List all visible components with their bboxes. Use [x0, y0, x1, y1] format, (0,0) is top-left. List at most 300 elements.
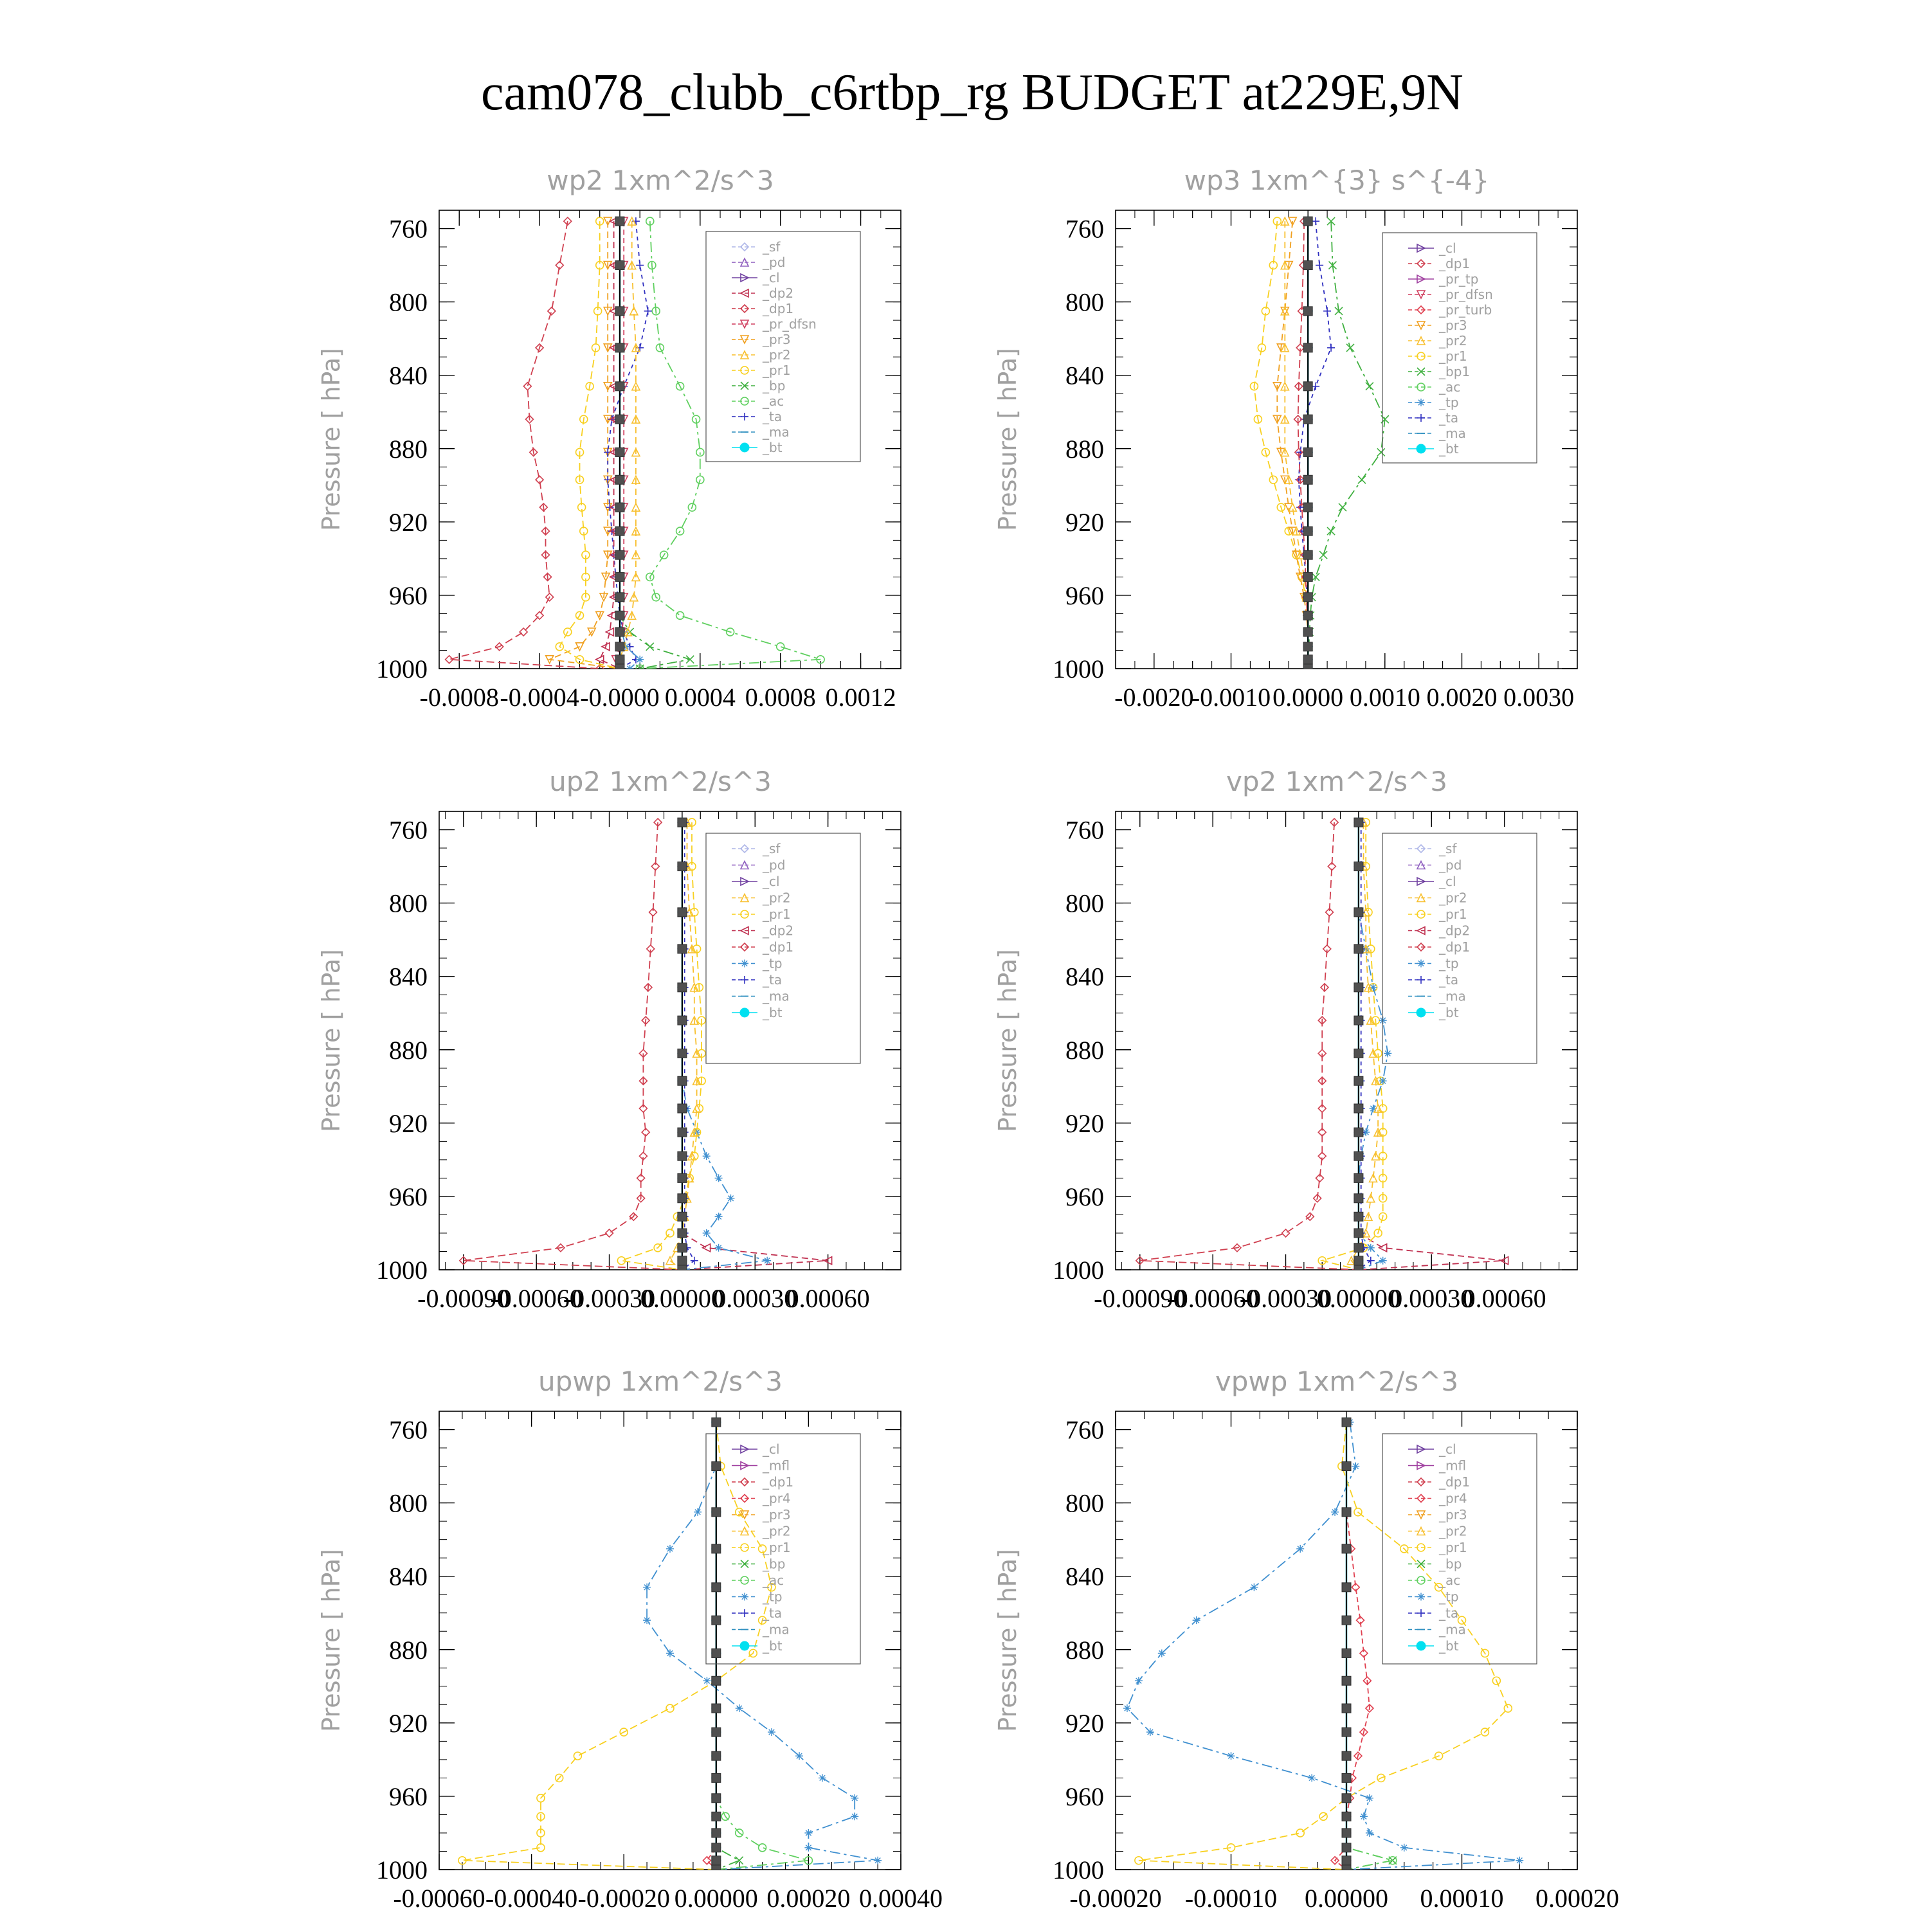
stacked-marker: [1354, 1128, 1363, 1137]
y-tick-label: 800: [1065, 1488, 1104, 1518]
x-tick-label: -0.00090: [417, 1284, 510, 1313]
data-point-tp: [1516, 1857, 1523, 1864]
data-point-dp1: [523, 383, 531, 390]
legend-label-pr4: _pr4: [1439, 1490, 1467, 1506]
legend-label-pr2: _pr2: [1439, 890, 1467, 906]
y-tick-label: 960: [389, 1782, 428, 1811]
stacked-marker: [1342, 1616, 1351, 1625]
legend-label-mfl: _mfl: [1439, 1458, 1467, 1474]
legend-label-pr_turb: _pr_turb: [1439, 302, 1492, 318]
main-title: cam078_clubb_c6rtbp_rg BUDGET at229E,9N: [481, 64, 1463, 121]
stacked-marker: [1303, 475, 1312, 484]
legend-label-cl: _cl: [1439, 1441, 1456, 1457]
stacked-marker: [1303, 655, 1312, 664]
data-point-tp: [727, 1195, 734, 1202]
data-point-tp: [666, 1649, 674, 1657]
data-point-pr1: [1269, 476, 1277, 483]
x-tick-label: 0.0004: [664, 683, 736, 712]
legend-label-dp1: _dp1: [1439, 1474, 1471, 1490]
legend-label-pd: _pd: [763, 255, 786, 270]
data-point-ta: [1327, 344, 1335, 352]
x-tick-label: 0.0030: [1503, 683, 1575, 712]
series-line-bp: [620, 221, 690, 669]
data-point-tp: [1366, 1829, 1373, 1837]
legend: [1382, 233, 1537, 463]
legend-label-ac: _ac: [1439, 1573, 1461, 1588]
stacked-marker: [1303, 217, 1312, 226]
stacked-marker: [615, 655, 624, 664]
stacked-marker: [1342, 1462, 1351, 1471]
data-point-tp: [1352, 1463, 1359, 1470]
legend-label-bt: _bt: [1439, 1638, 1459, 1654]
legend-label-ta: _ta: [763, 972, 783, 988]
y-tick-label: 920: [1065, 507, 1104, 537]
x-tick-label: -0.00010: [1184, 1884, 1278, 1913]
x-tick-label: 0.0012: [825, 683, 896, 712]
legend-label-cl: _cl: [763, 270, 780, 285]
y-tick-label: 840: [389, 361, 428, 390]
stacked-marker: [1342, 1812, 1351, 1821]
legend-label-cl: _cl: [763, 874, 780, 889]
stacked-marker: [678, 1128, 687, 1137]
stacked-marker: [712, 1418, 721, 1427]
data-point-tp: [694, 1508, 702, 1516]
y-tick-label: 760: [389, 1415, 428, 1445]
legend-label-pr1: _pr1: [763, 1540, 791, 1555]
stacked-marker: [615, 503, 624, 512]
chart-title: wp3 1xm^{3} s^{-4}: [1184, 165, 1490, 196]
stacked-marker: [1303, 415, 1312, 424]
x-tick-label: 0.00060: [1462, 1284, 1546, 1313]
chart-title: vp2 1xm^2/s^3: [1226, 766, 1447, 797]
legend-label-pr2: _pr2: [763, 1523, 791, 1539]
legend-label-pd: _pd: [763, 857, 786, 873]
legend-label-mfl: _mfl: [763, 1458, 790, 1474]
stacked-marker: [1342, 1728, 1351, 1737]
legend-label-ta: _ta: [1439, 410, 1459, 426]
legend-label-bt: _bt: [763, 440, 783, 455]
stacked-marker: [712, 1794, 721, 1803]
stacked-marker: [678, 1212, 687, 1221]
stacked-marker: [678, 1173, 687, 1182]
data-point-tp: [1146, 1728, 1154, 1736]
y-tick-label: 760: [389, 815, 428, 845]
x-tick-label: 0.0010: [1349, 683, 1420, 712]
stacked-marker: [615, 642, 624, 651]
x-tick-label: -0.00060: [490, 1284, 583, 1313]
x-tick-label: 0.0020: [1426, 683, 1498, 712]
chart-panel-5: [317, 1366, 943, 1913]
y-tick-label: 760: [1065, 815, 1104, 845]
stacked-marker: [1303, 550, 1312, 559]
stacked-marker: [1342, 1544, 1351, 1553]
x-tick-label: 0.00000: [674, 1884, 758, 1913]
x-tick-label: 0.00040: [859, 1884, 943, 1913]
legend-label-bt: _bt: [763, 1638, 783, 1654]
x-tick-label: -0.00090: [1094, 1284, 1186, 1313]
data-point-ta: [632, 217, 640, 225]
legend-label-cl: _cl: [1439, 874, 1456, 889]
data-point-tp: [703, 1152, 711, 1160]
y-tick-label: 840: [389, 1562, 428, 1591]
legend-label-tp: _tp: [1439, 1589, 1459, 1605]
legend-label-pr4: _pr4: [763, 1490, 791, 1506]
y-axis-label: Pressure [ hPa]: [993, 348, 1022, 531]
stacked-marker: [678, 1104, 687, 1113]
legend: [706, 1434, 860, 1664]
legend-label-ma: _ma: [763, 988, 790, 1004]
stacked-marker: [678, 1151, 687, 1160]
legend-label-bp: _bp: [763, 1556, 786, 1572]
data-point-pr1: [574, 1752, 581, 1760]
stacked-marker: [1354, 1016, 1363, 1025]
y-axis-label: Pressure [ hPa]: [317, 1549, 345, 1732]
y-tick-label: 960: [389, 1182, 428, 1211]
legend-label-ta: _ta: [763, 1605, 783, 1621]
data-point-tp: [763, 1257, 771, 1265]
data-point-ta: [644, 307, 652, 315]
stacked-marker: [678, 1243, 687, 1252]
y-tick-label: 960: [389, 581, 428, 610]
legend-label-bp1: _bp1: [1439, 364, 1471, 379]
data-point-dp1: [606, 1229, 613, 1237]
legend-label-pr2: _pr2: [1439, 333, 1467, 348]
stacked-marker: [678, 818, 687, 827]
data-point-bp1: [1327, 527, 1335, 535]
stacked-marker: [1342, 1828, 1351, 1837]
legend-marker-tp: [1417, 1593, 1425, 1601]
y-tick-label: 1000: [376, 1855, 428, 1884]
legend-label-ac: _ac: [763, 393, 784, 409]
series-line-pr1: [1322, 822, 1383, 1270]
stacked-marker: [1354, 944, 1363, 953]
legend-label-pr2: _pr2: [763, 347, 791, 363]
stacked-marker: [615, 550, 624, 559]
stacked-marker: [615, 664, 624, 673]
stacked-marker: [712, 1856, 721, 1865]
legend-label-pr1: _pr1: [763, 363, 791, 378]
y-tick-label: 840: [1065, 361, 1104, 390]
y-tick-label: 920: [389, 1708, 428, 1738]
stacked-marker: [615, 261, 624, 270]
x-tick-label: 0.00030: [713, 1284, 797, 1313]
legend-label-pr_dfsn: _pr_dfsn: [763, 316, 817, 332]
legend-label-ma: _ma: [1439, 1621, 1466, 1638]
stacked-marker: [1354, 1076, 1363, 1085]
y-tick-label: 800: [389, 889, 428, 918]
legend-label-pr1: _pr1: [1439, 907, 1467, 922]
legend-label-dp2: _dp2: [1439, 923, 1471, 939]
legend: [706, 833, 860, 1063]
x-tick-label: -0.00020: [577, 1884, 670, 1913]
data-point-pr1: [666, 1704, 674, 1712]
x-tick-label: 0.00060: [786, 1284, 870, 1313]
data-point-tp: [1158, 1649, 1166, 1657]
stacked-marker: [615, 307, 624, 316]
stacked-marker: [1354, 1194, 1363, 1203]
stacked-marker: [1342, 1865, 1351, 1874]
y-tick-label: 920: [1065, 1708, 1104, 1738]
y-tick-label: 800: [1065, 889, 1104, 918]
stacked-marker: [1354, 1243, 1363, 1252]
y-axis-label: Pressure [ hPa]: [317, 949, 345, 1132]
stacked-marker: [1354, 1256, 1363, 1265]
y-tick-label: 1000: [1053, 655, 1104, 683]
series-line-pr1: [621, 822, 702, 1270]
legend: [1382, 1434, 1537, 1664]
legend-label-bp: _bp: [1439, 1556, 1462, 1572]
stacked-marker: [615, 415, 624, 424]
data-point-tp: [795, 1752, 803, 1760]
legend-label-tp: _tp: [763, 1589, 783, 1605]
stacked-marker: [615, 611, 624, 620]
data-point-tp: [1366, 1794, 1373, 1802]
stacked-marker: [1354, 818, 1363, 827]
legend-label-ac: _ac: [1439, 379, 1461, 395]
data-point-ac: [759, 1844, 766, 1852]
stacked-marker: [1354, 908, 1363, 917]
series-line-dp1: [464, 822, 682, 1270]
legend-label-bt: _bt: [1439, 1005, 1459, 1020]
legend-label-cl: _cl: [1439, 240, 1456, 256]
stacked-marker: [1303, 307, 1312, 316]
legend-label-ta: _ta: [1439, 1605, 1459, 1621]
x-tick-label: -0.0004: [500, 683, 579, 712]
legend-marker-bt: [740, 443, 749, 452]
chart-panel-4: [993, 766, 1577, 1313]
data-point-tp: [736, 1704, 743, 1712]
legend-label-pd: _pd: [1439, 857, 1462, 873]
legend-label-ta: _ta: [1439, 972, 1459, 988]
stacked-marker: [615, 475, 624, 484]
data-point-bp1: [1366, 383, 1373, 390]
legend-marker-bt: [740, 1641, 749, 1650]
x-tick-label: -0.0010: [1191, 683, 1271, 712]
chart-title: vpwp 1xm^2/s^3: [1215, 1366, 1459, 1397]
y-tick-label: 880: [389, 1035, 428, 1065]
stacked-marker: [712, 1828, 721, 1837]
legend-label-cl: _cl: [763, 1441, 780, 1457]
data-point-bp1: [1319, 551, 1327, 559]
legend-label-ma: _ma: [763, 424, 790, 440]
stacked-marker: [1342, 1843, 1351, 1852]
data-point-ta: [1323, 307, 1331, 315]
data-point-ac: [676, 611, 684, 619]
stacked-marker: [1303, 572, 1312, 581]
stacked-marker: [1354, 1104, 1363, 1113]
stacked-marker: [1303, 382, 1312, 391]
y-tick-label: 880: [1065, 1635, 1104, 1665]
stacked-marker: [1342, 1508, 1351, 1517]
data-point-ac: [696, 448, 704, 456]
y-tick-label: 920: [389, 1108, 428, 1138]
legend-label-pr1: _pr1: [1439, 1540, 1467, 1555]
series-line-dp1: [449, 221, 600, 669]
legend-marker-tp: [741, 1593, 748, 1601]
y-axis-label: Pressure [ hPa]: [993, 949, 1022, 1132]
data-point-tp: [1367, 1244, 1375, 1252]
legend-label-sf: _sf: [1439, 841, 1457, 856]
stacked-marker: [678, 862, 687, 871]
legend-label-bt: _bt: [1439, 441, 1459, 456]
stacked-marker: [678, 983, 687, 992]
stacked-marker: [712, 1773, 721, 1782]
x-tick-label: 0.0008: [745, 683, 816, 712]
stacked-marker: [1342, 1418, 1351, 1427]
x-tick-label: 0.00030: [1390, 1284, 1474, 1313]
stacked-marker: [1342, 1583, 1351, 1592]
stacked-marker: [678, 1194, 687, 1203]
legend-marker-bt: [1417, 1641, 1426, 1650]
stacked-marker: [1342, 1773, 1351, 1782]
chart-panel-1: [317, 165, 901, 712]
chart-panel-6: [993, 1366, 1619, 1913]
y-tick-label: 920: [1065, 1108, 1104, 1138]
legend-label-pr3: _pr3: [763, 1507, 791, 1522]
data-point-tp: [715, 1213, 723, 1220]
y-tick-label: 840: [1065, 1562, 1104, 1591]
data-point-tp: [703, 1229, 711, 1237]
stacked-marker: [678, 1229, 687, 1238]
x-tick-label: -0.0008: [419, 683, 499, 712]
data-point-ta: [1316, 262, 1323, 269]
x-tick-label: 0.00020: [1535, 1884, 1619, 1913]
stacked-marker: [1354, 862, 1363, 871]
data-point-dp1: [1282, 1229, 1290, 1237]
stacked-marker: [1303, 664, 1312, 673]
data-point-ta: [636, 344, 644, 352]
y-tick-label: 840: [389, 962, 428, 991]
chart-title: up2 1xm^2/s^3: [549, 766, 772, 797]
data-point-bp1: [1358, 476, 1366, 483]
legend-marker-tp: [1417, 960, 1425, 968]
stacked-marker: [1354, 1173, 1363, 1182]
x-tick-label: -0.00060: [1166, 1284, 1259, 1313]
legend-label-dp1: _dp1: [763, 939, 794, 955]
data-point-tp: [703, 1677, 711, 1684]
legend-label-pr2: _pr2: [763, 890, 791, 906]
data-point-tp: [666, 1545, 674, 1553]
y-tick-label: 960: [1065, 1782, 1104, 1811]
data-point-tp: [643, 1616, 651, 1624]
x-tick-label: 0.0000: [1272, 683, 1344, 712]
legend-label-ma: _ma: [1439, 426, 1466, 441]
x-tick-label: 0.00020: [766, 1884, 851, 1913]
data-point-bp1: [1346, 344, 1354, 352]
stacked-marker: [1354, 983, 1363, 992]
stacked-marker: [1354, 1212, 1363, 1221]
x-tick-label: -0.00030: [563, 1284, 656, 1313]
stacked-marker: [615, 447, 624, 456]
legend-label-dp1: _dp1: [1439, 939, 1471, 955]
x-tick-label: 0.00010: [1420, 1884, 1504, 1913]
stacked-marker: [1303, 627, 1312, 636]
y-axis-label: Pressure [ hPa]: [993, 1549, 1022, 1732]
stacked-marker: [712, 1843, 721, 1852]
y-tick-label: 760: [1065, 214, 1104, 244]
y-tick-label: 760: [389, 214, 428, 244]
data-point-ta: [1367, 1257, 1375, 1265]
data-point-tp: [1296, 1545, 1304, 1553]
data-point-tp: [1331, 1508, 1339, 1516]
stacked-marker: [1303, 503, 1312, 512]
legend-label-ac: _ac: [763, 1573, 784, 1588]
legend-marker-bt: [740, 1008, 749, 1017]
stacked-marker: [615, 343, 624, 352]
data-point-tp: [804, 1844, 812, 1852]
stacked-marker: [678, 908, 687, 917]
x-tick-label: 0.00000: [1305, 1884, 1388, 1913]
stacked-marker: [1303, 527, 1312, 536]
y-axis-label: Pressure [ hPa]: [317, 348, 345, 531]
data-point-tp: [874, 1857, 882, 1864]
legend-label-pr3: _pr3: [1439, 1507, 1467, 1522]
x-tick-label: -0.00030: [1239, 1284, 1332, 1313]
x-tick-label: 0.00000: [640, 1284, 724, 1313]
data-point-bp: [646, 643, 654, 651]
data-point-ta: [636, 262, 644, 269]
stacked-marker: [678, 944, 687, 953]
stacked-marker: [1342, 1648, 1351, 1657]
data-point-tp: [643, 1584, 651, 1591]
series-line-bp1: [1308, 221, 1385, 669]
legend: [1382, 833, 1537, 1063]
legend-label-pr_tp: _pr_tp: [1439, 271, 1479, 287]
stacked-marker: [1303, 261, 1312, 270]
data-point-bp1: [1339, 503, 1346, 511]
x-tick-label: 0.00000: [1316, 1284, 1400, 1313]
series-line-dp1: [1140, 822, 1359, 1270]
y-tick-label: 800: [1065, 287, 1104, 317]
stacked-marker: [678, 1016, 687, 1025]
stacked-marker: [1342, 1794, 1351, 1803]
data-point-tp: [1360, 1812, 1368, 1820]
legend-label-pr_dfsn: _pr_dfsn: [1439, 287, 1493, 302]
legend-label-dp1: _dp1: [763, 301, 794, 316]
chart-panel-2: [993, 165, 1577, 712]
stacked-marker: [1303, 611, 1312, 620]
stacked-marker: [712, 1812, 721, 1821]
y-tick-label: 800: [389, 1488, 428, 1518]
data-point-tp: [851, 1812, 858, 1820]
legend-label-tp: _tp: [1439, 955, 1459, 971]
stacked-marker: [678, 1076, 687, 1085]
legend-label-ta: _ta: [763, 409, 783, 424]
data-point-dp2: [703, 1244, 711, 1252]
x-tick-label: -0.0000: [580, 683, 660, 712]
stacked-marker: [615, 527, 624, 536]
stacked-marker: [1354, 1049, 1363, 1058]
data-point-dp2: [606, 628, 613, 636]
stacked-marker: [1342, 1704, 1351, 1713]
stacked-marker: [712, 1751, 721, 1760]
stacked-marker: [678, 1049, 687, 1058]
legend-label-pr3: _pr3: [1439, 318, 1467, 333]
y-tick-label: 800: [389, 287, 428, 317]
legend-label-sf: _sf: [763, 841, 781, 856]
stacked-marker: [712, 1704, 721, 1713]
legend: [706, 231, 860, 462]
data-point-ac: [777, 643, 784, 651]
legend-label-bt: _bt: [763, 1005, 783, 1020]
data-point-tp: [1227, 1752, 1235, 1760]
stacked-marker: [1303, 642, 1312, 651]
data-point-tp: [1308, 1774, 1316, 1782]
stacked-marker: [712, 1865, 721, 1874]
panels-group: [317, 165, 1619, 1913]
data-point-tp: [1379, 1077, 1387, 1085]
y-tick-label: 960: [1065, 581, 1104, 610]
